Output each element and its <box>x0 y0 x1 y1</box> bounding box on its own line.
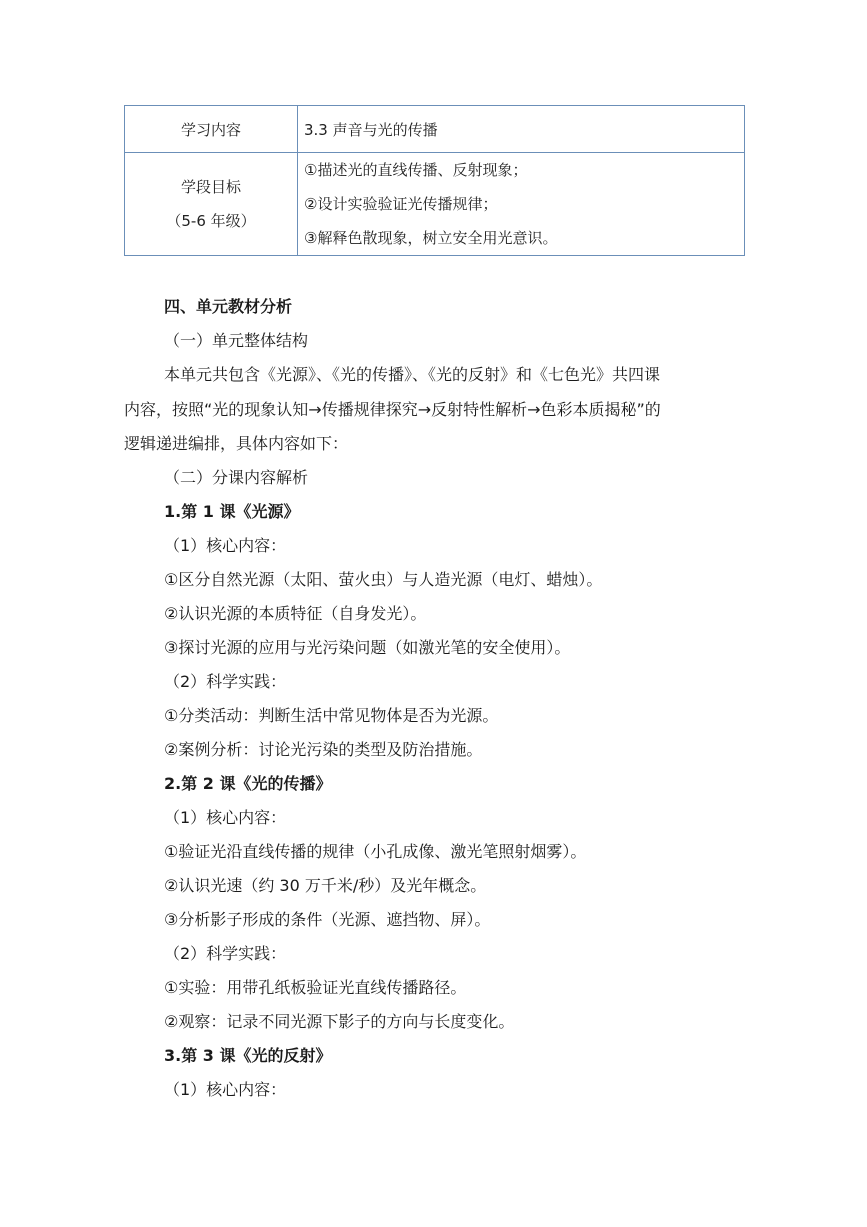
stage-goal-label-line2: （5-6 年级） <box>166 212 256 230</box>
paragraph-line: 本单元共包含《光源》、《光的传播》、《光的反射》和《七色光》共四课 <box>164 365 661 384</box>
stage-goal-list <box>298 153 745 256</box>
list-item: ①实验：用带孔纸板验证光直线传播路径。 <box>164 978 467 997</box>
core-content-label: （1）核心内容： <box>164 536 287 555</box>
subsection-title: （一）单元整体结构 <box>164 331 309 350</box>
section-title: 四、单元教材分析 <box>164 297 293 316</box>
lesson-title: 2.第 2 课《光的传播》 <box>164 774 332 793</box>
practice-label: （2）科学实践： <box>164 672 287 691</box>
info-table <box>124 105 745 256</box>
list-item: ②观察：记录不同光源下影子的方向与长度变化。 <box>164 1012 515 1031</box>
list-item: ②认识光速（约 30 万千米/秒）及光年概念。 <box>164 876 487 895</box>
core-content-label: （1）核心内容： <box>164 1080 287 1099</box>
list-item: ①区分自然光源（太阳、萤火虫）与人造光源（电灯、蜡烛）。 <box>164 570 603 589</box>
list-item: ②认识光源的本质特征（自身发光）。 <box>164 604 427 623</box>
list-item: ②案例分析：讨论光污染的类型及防治措施。 <box>164 740 483 759</box>
learning-content-label: 学习内容 <box>125 106 298 153</box>
subsection-title: （二）分课内容解析 <box>164 468 309 487</box>
paragraph-line: 逻辑递进编排，具体内容如下： <box>124 434 349 453</box>
learning-content-value: 3.3 声音与光的传播 <box>298 106 745 153</box>
list-item: ①分类活动：判断生活中常见物体是否为光源。 <box>164 706 499 725</box>
core-content-label: （1）核心内容： <box>164 808 287 827</box>
list-item: ①验证光沿直线传播的规律（小孔成像、激光笔照射烟雾）。 <box>164 842 587 861</box>
list-item: ③分析影子形成的条件（光源、遮挡物、屏）。 <box>164 910 491 929</box>
paragraph-line: 内容，按照“光的现象认知→传播规律探究→反射特性解析→色彩本质揭秘”的 <box>124 400 661 419</box>
goal-item: ③解释色散现象，树立安全用光意识。 <box>304 229 558 247</box>
stage-goal-label <box>125 153 298 256</box>
practice-label: （2）科学实践： <box>164 944 287 963</box>
list-item: ③探讨光源的应用与光污染问题（如激光笔的安全使用）。 <box>164 638 571 657</box>
table-row <box>125 106 745 153</box>
stage-goal-label-line1: 学段目标 <box>180 178 241 196</box>
lesson-title: 3.第 3 课《光的反射》 <box>164 1046 332 1065</box>
goal-item: ②设计实验验证光传播规律； <box>304 195 498 213</box>
lesson-title: 1.第 1 课《光源》 <box>164 502 300 521</box>
goal-item: ①描述光的直线传播、反射现象； <box>304 161 528 179</box>
table-row <box>125 153 745 256</box>
